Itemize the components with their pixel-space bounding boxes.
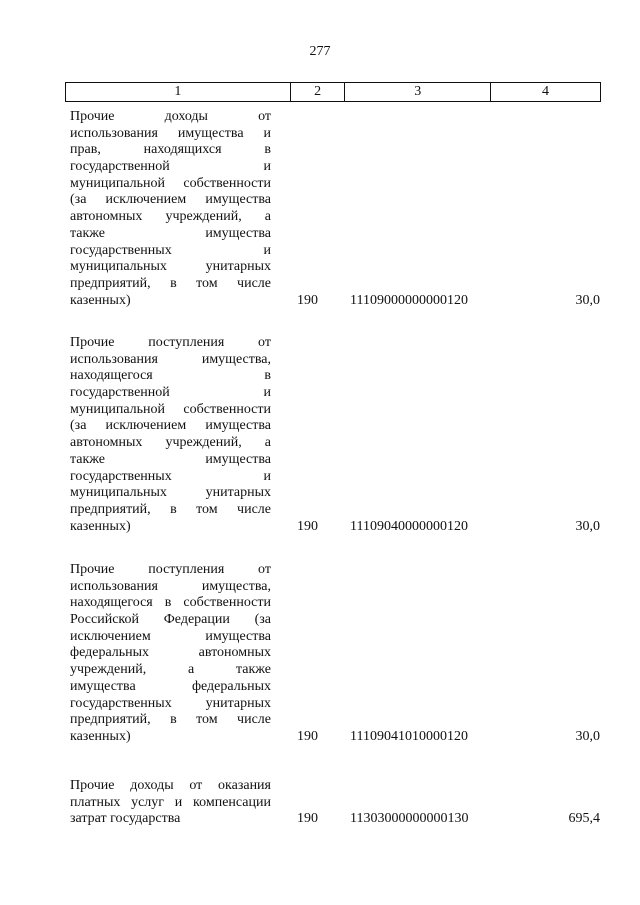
column-header-1: 1 xyxy=(66,83,291,102)
admin-code: 190 xyxy=(297,811,318,827)
description-line: муниципальной собственности xyxy=(70,401,271,417)
description-line: учреждений, а также xyxy=(70,662,271,678)
description-line: использования имущества, xyxy=(70,578,271,594)
description-line: казенных) xyxy=(70,728,131,744)
description-line: находящегося в собственности xyxy=(70,595,271,611)
row-description xyxy=(70,562,271,746)
description-line: предприятий, в том числе xyxy=(70,275,271,291)
description-line: государственных унитарных xyxy=(70,695,271,711)
description-line: использования имущества, xyxy=(70,351,271,367)
kbk-code: 11109040000000120 xyxy=(350,518,468,534)
description-line: предприятий, в том числе xyxy=(70,501,271,517)
amount-value: 30,0 xyxy=(575,518,600,534)
description-line: муниципальных унитарных xyxy=(70,259,271,275)
description-line: имущества федеральных xyxy=(70,678,271,694)
column-header-4: 4 xyxy=(491,83,601,102)
column-header-table xyxy=(65,82,601,102)
description-line: Прочие доходы от оказания xyxy=(70,778,271,793)
description-line: государственных и xyxy=(70,242,271,258)
amount-value: 30,0 xyxy=(575,729,600,744)
description-line: государственной и xyxy=(70,159,271,175)
description-line: государственной и xyxy=(70,385,271,401)
description-line: затрат государства xyxy=(70,811,181,827)
description-line: автономных учреждений, а xyxy=(70,209,271,225)
description-line: федеральных автономных xyxy=(70,645,271,661)
description-line: использования имущества и xyxy=(70,125,271,141)
column-header-3: 3 xyxy=(345,83,491,102)
description-line: предприятий, в том числе xyxy=(70,712,271,728)
description-line: находящегося в xyxy=(70,368,271,384)
description-line: платных услуг и компенсации xyxy=(70,794,271,810)
description-line: автономных учреждений, а xyxy=(70,435,271,451)
description-line: также имущества xyxy=(70,225,271,241)
description-line: прав, находящихся в xyxy=(70,142,271,158)
kbk-code: 11109000000000120 xyxy=(350,292,468,308)
description-line: (за исключением имущества xyxy=(70,192,271,208)
column-header-2: 2 xyxy=(290,83,345,102)
description-line: Прочие поступления от xyxy=(70,562,271,577)
description-line: муниципальных унитарных xyxy=(70,485,271,501)
admin-code: 190 xyxy=(297,292,318,308)
page-number: 277 xyxy=(309,44,331,59)
amount-value: 30,0 xyxy=(575,292,600,308)
row-description xyxy=(70,778,271,828)
description-line: также имущества xyxy=(70,451,271,467)
description-line: исключением имущества xyxy=(70,628,271,644)
admin-code: 190 xyxy=(297,729,318,744)
admin-code: 190 xyxy=(297,518,318,534)
description-line: Прочие поступления от xyxy=(70,335,271,350)
description-line: казенных) xyxy=(70,518,131,534)
kbk-code: 11109041010000120 xyxy=(350,729,468,744)
kbk-code: 11303000000000130 xyxy=(350,811,469,827)
column-header-row xyxy=(66,83,601,102)
description-line: муниципальной собственности xyxy=(70,175,271,191)
description-line: государственных и xyxy=(70,468,271,484)
description-line: Российской Федерации (за xyxy=(70,612,271,628)
description-line: казенных) xyxy=(70,292,131,308)
row-description xyxy=(70,109,271,309)
row-description xyxy=(70,335,271,535)
description-line: (за исключением имущества xyxy=(70,418,271,434)
amount-value: 695,4 xyxy=(568,811,600,827)
description-line: Прочие доходы от xyxy=(70,109,271,124)
